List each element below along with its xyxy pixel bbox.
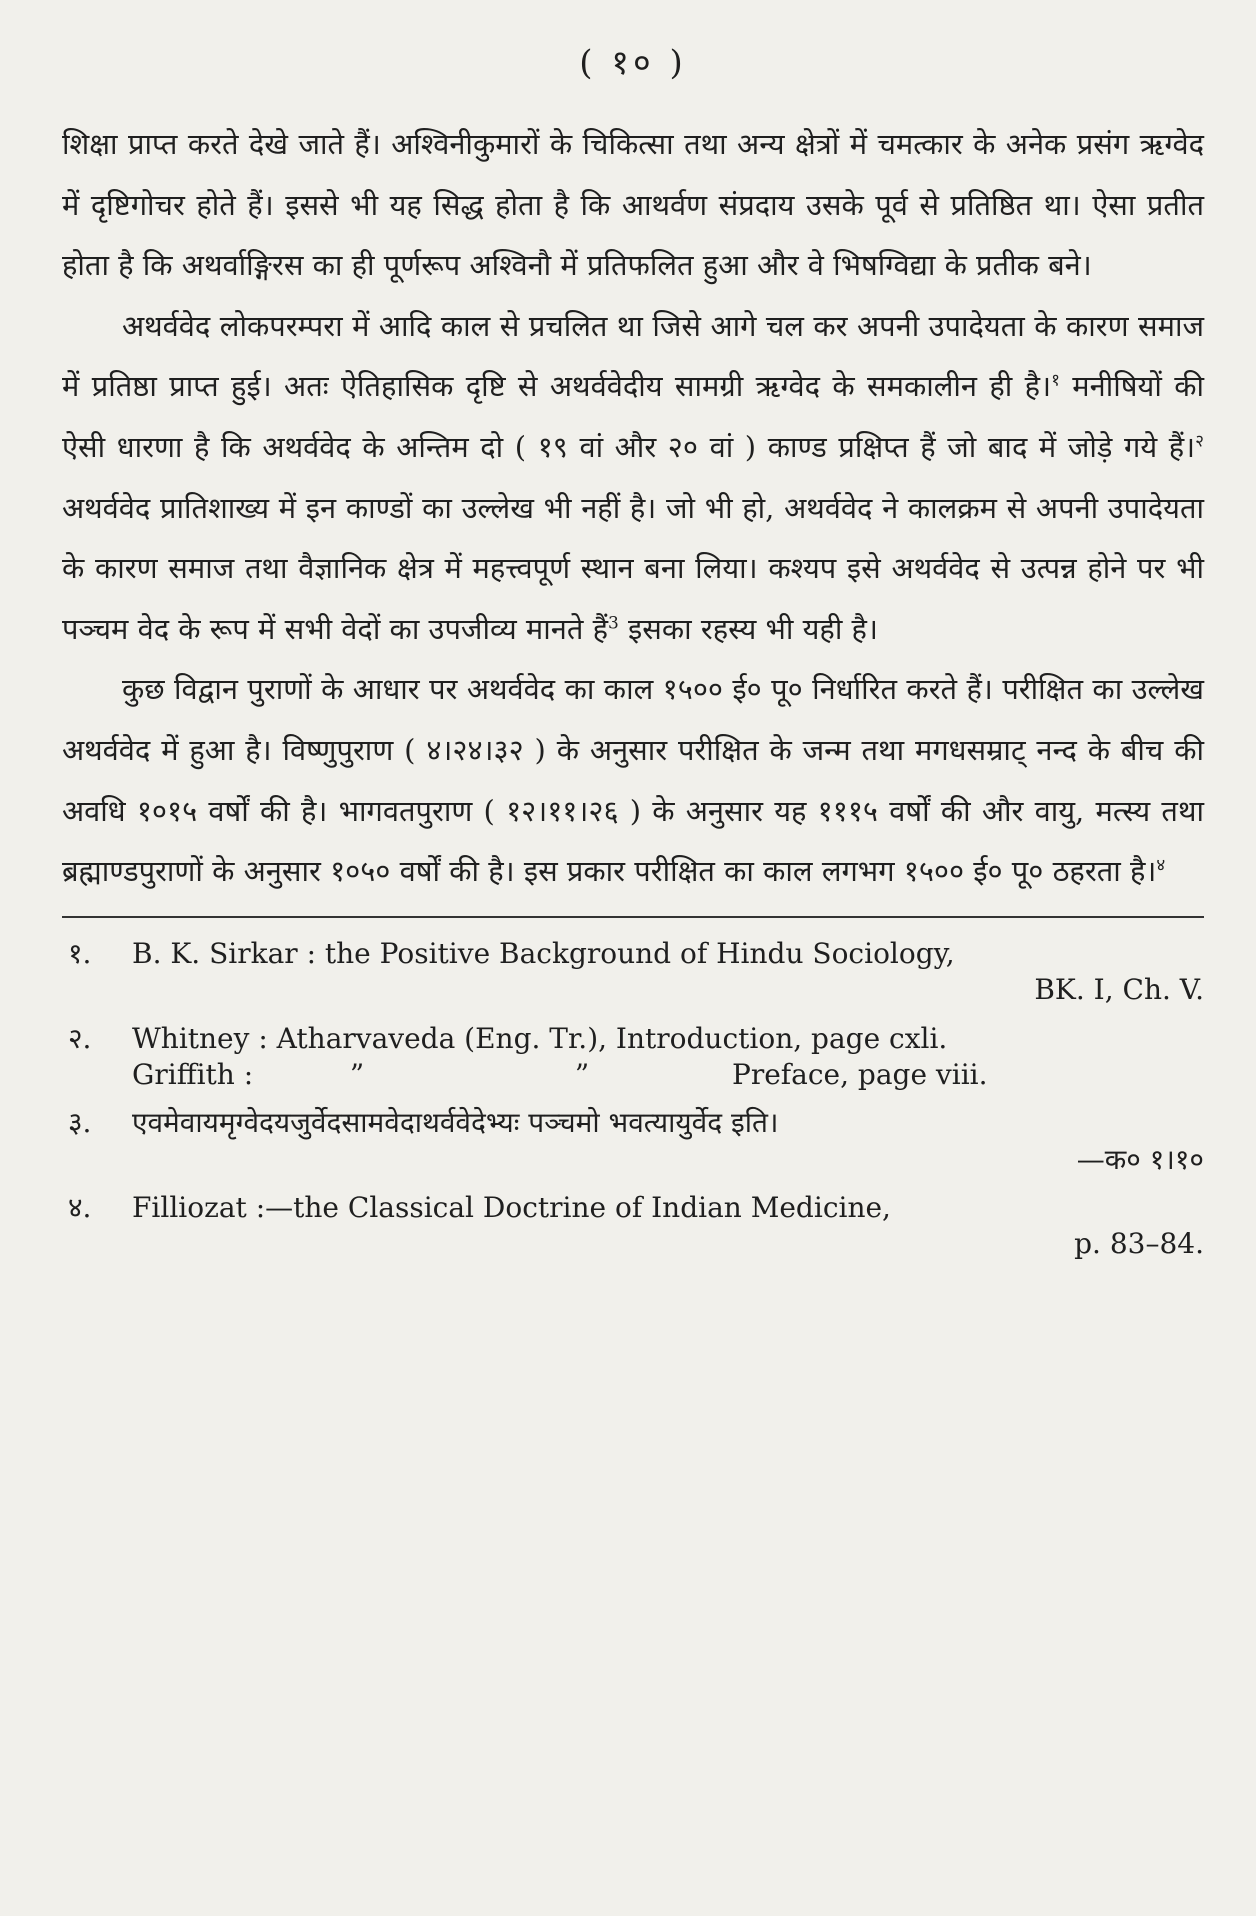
footnote-text: —क० १।१० <box>1076 1142 1204 1176</box>
footnote-2 <box>62 1021 1204 1094</box>
footnote-text: Whitney : Atharvaveda (Eng. Tr.), Introduction, page cxli. <box>132 1021 948 1055</box>
paragraph-2 <box>62 296 1204 660</box>
footnote-number: १. <box>68 936 92 970</box>
paragraph-text: अथर्ववेद लोकपरम्परा में आदि काल से प्रचलित था जिसे आगे चल कर अपनी उपादेयता के कारण समाज में प्रतिष्ठा प्राप्त हुई। अतः ऐतिहासिक दृष्टि से अथर्ववेदीय सामग्री ऋग्वेद के समकालीन ही है। <box>62 308 1204 404</box>
paragraph-text: मनीषियों की ऐसी धारणा है कि अथर्ववेद के अन्तिम दो ( १९ वां और २० वां ) काण्ड प्रक्षिप्त हैं जो बाद में जोड़े गये हैं। <box>62 369 1204 464</box>
footnote-marker: २ <box>1195 431 1204 452</box>
ditto-mark: ” <box>349 1057 365 1091</box>
page-number: ( १० ) <box>579 43 687 83</box>
footnotes <box>62 936 1204 1263</box>
footnote-marker: १ <box>1051 370 1060 391</box>
paragraph-text: कुछ विद्वान पुराणों के आधार पर अथर्ववेद का काल १५०० ई० पू० निर्धारित करते हैं। परीक्षित का उल्लेख अथर्ववेद में हुआ है। विष्णुपुराण ( ४।२४।३२ ) के अनुसार परीक्षित के जन्म तथा मगधसम्राट् नन्द के बीच की अवधि १०१५ वर्षों की है। भागवतपुराण ( १२।११।२६ ) के अनुसार यह १११५ वर्षों की और वायु, मत्स्य तथा ब्रह्माण्डपुराणों के अनुसार १०५० वर्षों की है। इस प्रकार परीक्षित का काल लगभग १५०० ई० पू० ठहरता है। <box>62 672 1204 889</box>
footnote-text: एवमेवायमृग्वेदयजुर्वेदसामवेदाथर्ववेदेभ्यः पञ्चमो भवत्यायुर्वेद इति। <box>132 1106 779 1140</box>
footnote-text: BK. I, Ch. V. <box>1034 973 1204 1007</box>
footnote-3 <box>62 1105 1204 1178</box>
footnote-marker: ४ <box>1156 855 1166 876</box>
footnote-text: Preface, page viii. <box>732 1057 988 1091</box>
paragraph-text: इसका रहस्य भी यही है। <box>618 611 878 646</box>
footnote-griffith-row <box>132 1057 1204 1093</box>
footnote-divider <box>62 916 1204 918</box>
footnote-number: ४. <box>68 1191 92 1225</box>
footnote-marker: 3 <box>608 613 619 634</box>
footnote-number: २. <box>68 1021 92 1055</box>
paragraph-3 <box>62 659 1204 901</box>
paragraph-text: अथर्ववेद प्रातिशाख्य में इन काण्डों का उल्लेख भी नहीं है। जो भी हो, अथर्ववेद ने कालक्रम से अपनी उपादेयता के कारण समाज तथा वैज्ञानिक क्षेत्र में महत्त्वपूर्ण स्थान बना लिया। कश्यप इसे अथर्ववेद से उत्पन्न होने पर भी पञ्चम वेद के रूप में सभी वेदों का उपजीव्य मानते हैं <box>62 490 1204 646</box>
footnote-number: ३. <box>68 1106 92 1140</box>
footnote-4 <box>62 1190 1204 1263</box>
main-text <box>62 114 1204 902</box>
footnote-text: B. K. Sirkar : the Positive Background of Hindu Sociology, <box>132 936 955 970</box>
footnote-text: p. 83–84. <box>1074 1227 1204 1261</box>
footnote-1 <box>62 936 1204 1009</box>
paragraph-text: शिक्षा प्राप्त करते देखे जाते हैं। अश्विनीकुमारों के चिकित्सा तथा अन्य क्षेत्रों में चमत्कार के अनेक प्रसंग ऋग्वेद में दृष्टिगोचर होते हैं। इससे भी यह सिद्ध होता है कि आथर्वण संप्रदाय उसके पूर्व से प्रतिष्ठित था। ऐसा प्रतीत होता है कि अथर्वाङ्गिरस का ही पूर्णरूप अश्विनौ में प्रतिफलित हुआ और वे भिषग्विद्या के प्रतीक बने। <box>62 127 1204 283</box>
footnote-text: Filliozat :—the Classical Doctrine of Indian Medicine, <box>132 1191 891 1225</box>
footnote-author: Griffith : <box>132 1057 254 1091</box>
paragraph-1 <box>62 114 1204 296</box>
ditto-mark: ” <box>574 1057 590 1091</box>
